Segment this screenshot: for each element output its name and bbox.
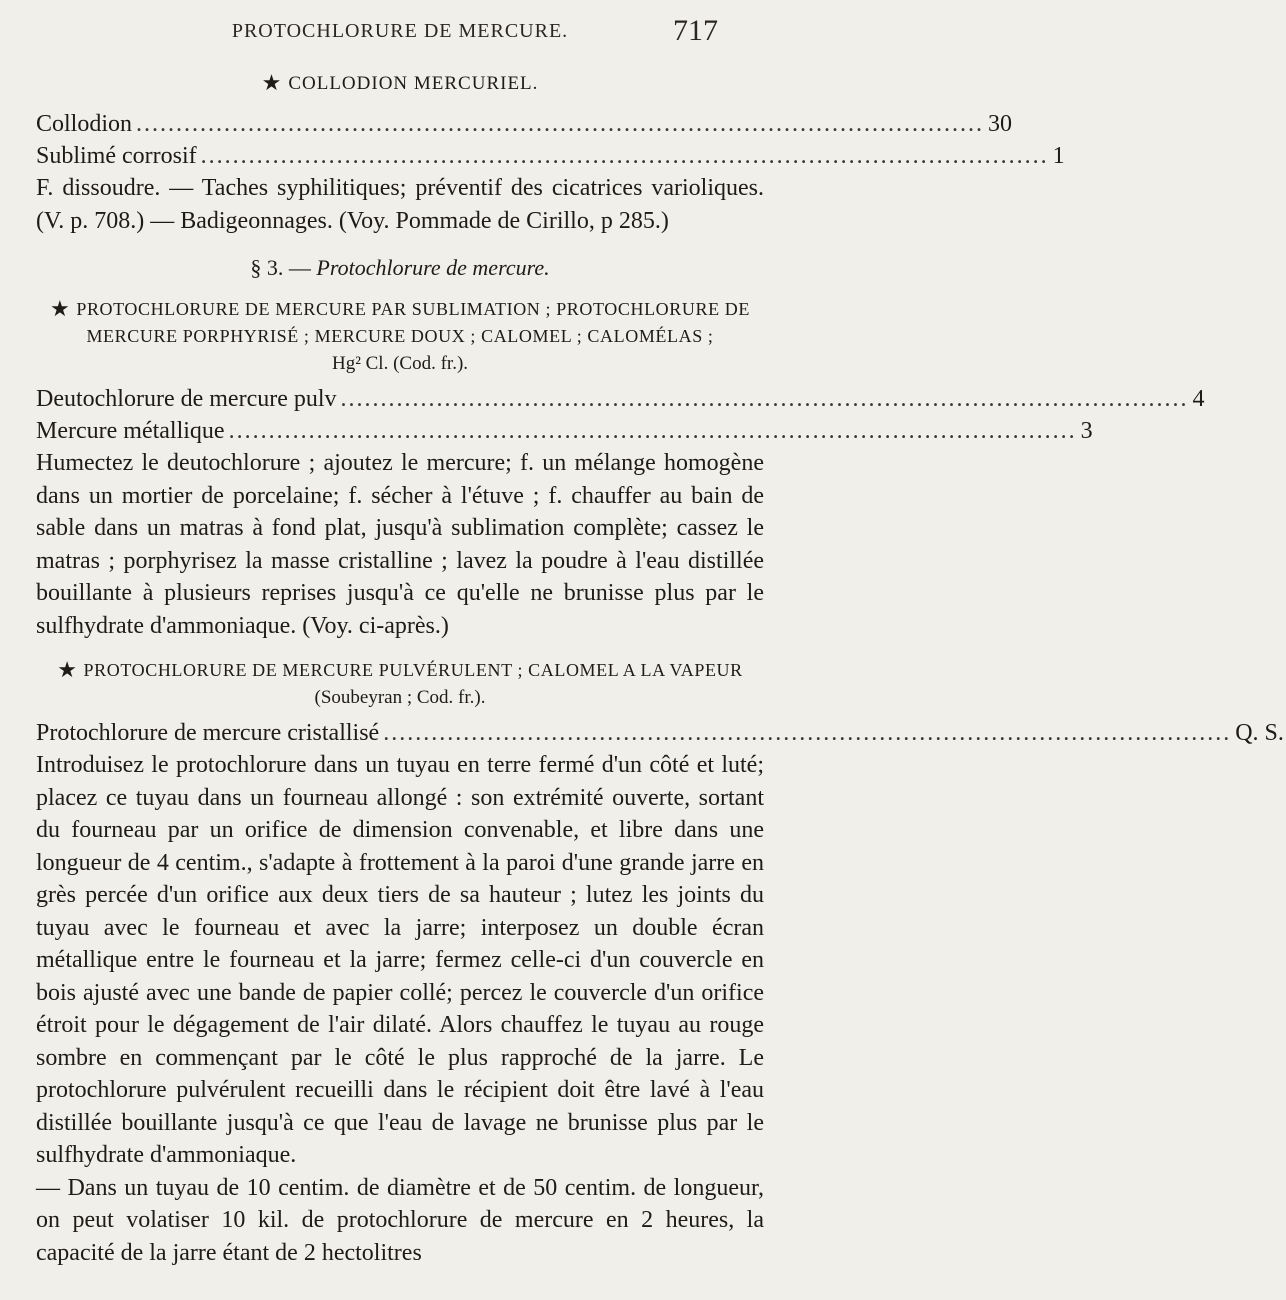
section-name: Protochlorure de mercure.	[316, 255, 550, 280]
running-head-title: PROTOCHLORURE DE MERCURE.	[231, 20, 569, 42]
leader-dots: ..........................................................................................................	[383, 720, 1232, 746]
page-number: 717	[673, 14, 718, 47]
ingredient-qty: Q. S.	[1235, 720, 1284, 746]
vapor-heading	[36, 656, 764, 684]
star-icon: ★	[57, 657, 78, 682]
leader-dots: ..........................................................................................................	[200, 143, 1049, 169]
ingredient-qty: 1	[1052, 143, 1065, 169]
running-head	[0, 8, 800, 48]
leader-dots: ..........................................................................................................	[340, 386, 1189, 412]
ingredient-row	[36, 717, 1284, 749]
ingredient-name: Sublimé corrosif	[36, 143, 197, 169]
page-body	[36, 70, 1284, 1269]
sublimation-instructions: Humectez le deutochlorure ; ajoutez le mercure; f. un mélange homogène dans un mortier de porcelaine; f. sécher à l'étuve ; f. chauffer au bain de sable dans un matras à fond plat, jusqu'à sublimation complète; cassez le matras ; porphyrisez la masse cristalline ; lavez la poudre à l'eau distillée bouillante à plusieurs reprises jusqu'à ce qu'elle ne brunisse plus par le sulfhydrate d'ammoniaque. (Voy. ci-après.)	[36, 450, 764, 639]
sublimation-heading-text: PROTOCHLORURE DE MERCURE PAR SUBLIMATION ; PROTOCHLORURE DE MERCURE PORPHYRISÉ ; MERCURE DOUX ; CALOMEL ; CALOMÉLAS ;	[76, 299, 750, 346]
ingredient-qty: 4	[1192, 386, 1205, 412]
ingredient-row	[36, 383, 1205, 415]
collodion-heading	[36, 70, 764, 96]
ingredient-name: Mercure métallique	[36, 418, 225, 444]
section-title	[36, 255, 764, 281]
sublimation-formula: Hg² Cl. (Cod. fr.).	[331, 353, 469, 374]
vapor-instructions: Introduisez le protochlorure dans un tuyau en terre fermé d'un côté et luté; placez ce tuyau dans un fourneau allongé : son extrémité ouverte, sortant du fourneau par un orifice de dimension convenable, et libre dans une longueur de 4 centim., s'adapte à frottement à la paroi d'une grande jarre en grès percée d'un orifice aux deux tiers de sa hauteur ; lutez les joints du tuyau avec le fourneau et avec la jarre; interposez un double écran métallique entre le fourneau et la jarre; fermez celle-ci d'un couvercle en bois ajusté avec une bande de papier collé; percez le couvercle d'un orifice étroit pour le dégagement de l'air dilaté. Alors chauffez le tuyau au rouge sombre en commençant par le côté le plus rapproché de la jarre. Le protochlorure pulvérulent recueilli dans le récipient doit être lavé à l'eau distillée bouillante jusqu'à ce que l'eau de lavage ne brunisse plus par le sulfhydrate d'ammoniaque.	[36, 752, 764, 1168]
vapor-subheading: (Soubeyran ; Cod. fr.).	[314, 687, 486, 708]
collodion-instructions: F. dissoudre. — Taches syphilitiques; préventif des cicatrices varioliques. (V. p. 708.) — Badigeonnages. (Voy. Pommade de Cirillo, p 285.)	[36, 175, 764, 234]
star-icon: ★	[261, 70, 283, 95]
vapor-heading-text: PROTOCHLORURE DE MERCURE PULVÉRULENT ; CALOMEL A LA VAPEUR	[83, 660, 743, 680]
ingredient-row	[36, 108, 1013, 140]
ingredient-name: Collodion	[36, 111, 133, 137]
section-number: § 3. —	[250, 255, 311, 280]
leader-dots: ..........................................................................................................	[136, 111, 985, 137]
leader-dots: ..........................................................................................................	[228, 418, 1077, 444]
spacer	[36, 642, 764, 656]
ingredient-qty: 3	[1080, 418, 1093, 444]
ingredient-row	[36, 415, 1093, 447]
collodion-heading-text: COLLODION MERCURIEL.	[288, 73, 539, 94]
star-icon: ★	[50, 296, 71, 321]
ingredient-row	[36, 140, 1065, 172]
vapor-note: — Dans un tuyau de 10 centim. de diamètre et de 50 centim. de longueur, on peut volatiser 10 kil. de protochlorure de mercure en 2 heures, la capacité de la jarre étant de 2 hectolitres	[36, 1174, 764, 1266]
ingredient-qty: 30	[988, 111, 1013, 137]
ingredient-name: Deutochlorure de mercure pulv	[36, 386, 337, 412]
ingredient-name: Protochlorure de mercure cristallisé	[36, 720, 380, 746]
sublimation-heading	[36, 295, 764, 350]
